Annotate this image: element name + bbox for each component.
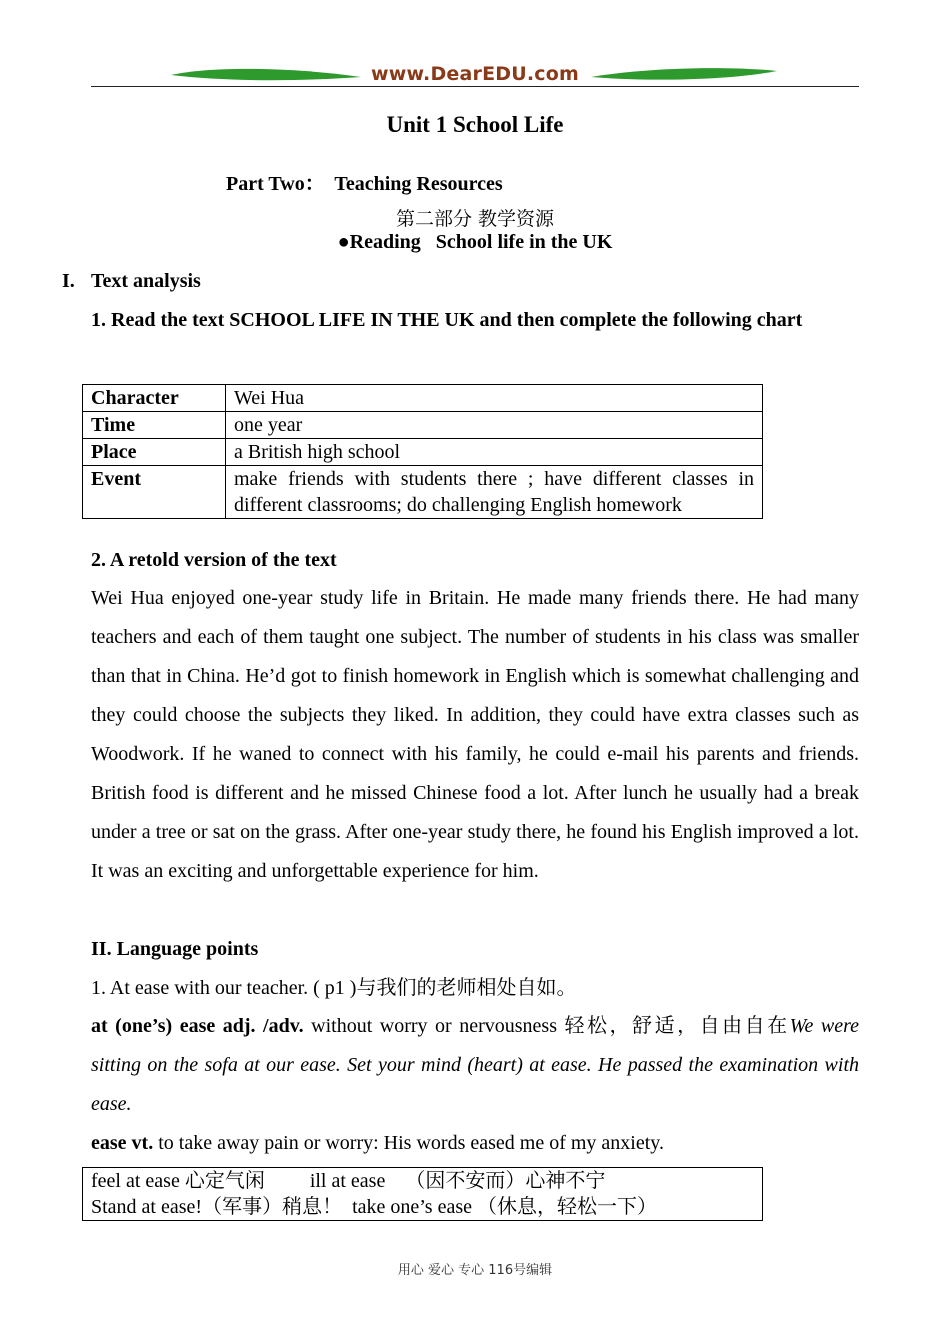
- header-divider: [91, 86, 859, 87]
- document-subtitle: Part Two： Teaching Resources: [226, 173, 503, 195]
- document-title: Unit 1 School Life: [386, 112, 564, 137]
- table-key: Place: [83, 439, 226, 466]
- table-row: [83, 385, 763, 412]
- table-value: make friends with students there ; have different classes in different classrooms; do challenging English homework: [226, 466, 763, 519]
- table-key: Time: [83, 412, 226, 439]
- verb-definition: to take away pain or worry: His words eased me of my anxiety.: [158, 1132, 664, 1154]
- section-numeral: I.: [62, 270, 75, 292]
- chinese-subtitle: 第二部分 教学资源: [395, 208, 555, 230]
- entry-at-ease: [91, 1007, 859, 1124]
- task-2-heading: 2. A retold version of the text: [91, 549, 337, 571]
- table-value: one year: [226, 412, 763, 439]
- entry-definition: without worry or nervousness 轻松，舒适，自由自在: [311, 1015, 790, 1037]
- right-leaf-icon: [591, 68, 777, 82]
- entry-ease-verb: [91, 1124, 859, 1163]
- phrase-line-1: feel at ease 心定气闲 ill at ease （因不安而）心神不宁: [91, 1170, 606, 1192]
- phrase-box: [82, 1167, 763, 1221]
- section-heading-text-analysis: Text analysis: [91, 270, 201, 292]
- entry-example: We were sitting on the sofa at our ease. Set your mind (heart) at ease. He passed the examination with ease.: [91, 1015, 860, 1115]
- phrase-line-2: Stand at ease!（军事）稍息！ take one’s ease （休息，轻松一下）: [91, 1196, 658, 1218]
- table-row: [83, 412, 763, 439]
- table-row: [83, 439, 763, 466]
- story-chart-table: [82, 384, 763, 519]
- table-value: a British high school: [226, 439, 763, 466]
- section-heading-language-points: II. Language points: [91, 938, 259, 960]
- table-key: Event: [83, 466, 226, 519]
- task-1-instruction: 1. Read the text SCHOOL LIFE IN THE UK and then complete the following chart: [91, 309, 803, 331]
- retold-paragraph: Wei Hua enjoyed one-year study life in Britain. He made many friends there. He had many teachers and each of them taught one subject. The number of students in his class was smaller than that in China. He’d got to finish homework in English which is somewhat challenging and they could choose the subjects they liked. In addition, they could have extra classes such as Woodwork. If he waned to connect with his family, he could e-mail his parents and friends. British food is different and he missed Chinese food a lot. After lunch he usually had a break under a tree or sat on the grass. After one-year study there, he found his English improved a lot. It was an exciting and unforgettable experience for him.: [91, 587, 859, 882]
- header-logo-band: [91, 62, 859, 88]
- reading-heading: ●Reading School life in the UK: [337, 231, 613, 253]
- table-value: Wei Hua: [226, 385, 763, 412]
- site-logo-text: www.DearEDU.com: [370, 63, 580, 85]
- table-row: [83, 466, 763, 519]
- language-point-1: 1. At ease with our teacher. ( p1 )与我们的老师相处自如。: [91, 977, 577, 999]
- verb-term: ease vt.: [91, 1132, 154, 1154]
- table-key: Character: [83, 385, 226, 412]
- page-footer: 用心 爱心 专心 116号编辑: [397, 1263, 553, 1278]
- entry-term: at (one’s) ease adj. /adv.: [91, 1015, 304, 1037]
